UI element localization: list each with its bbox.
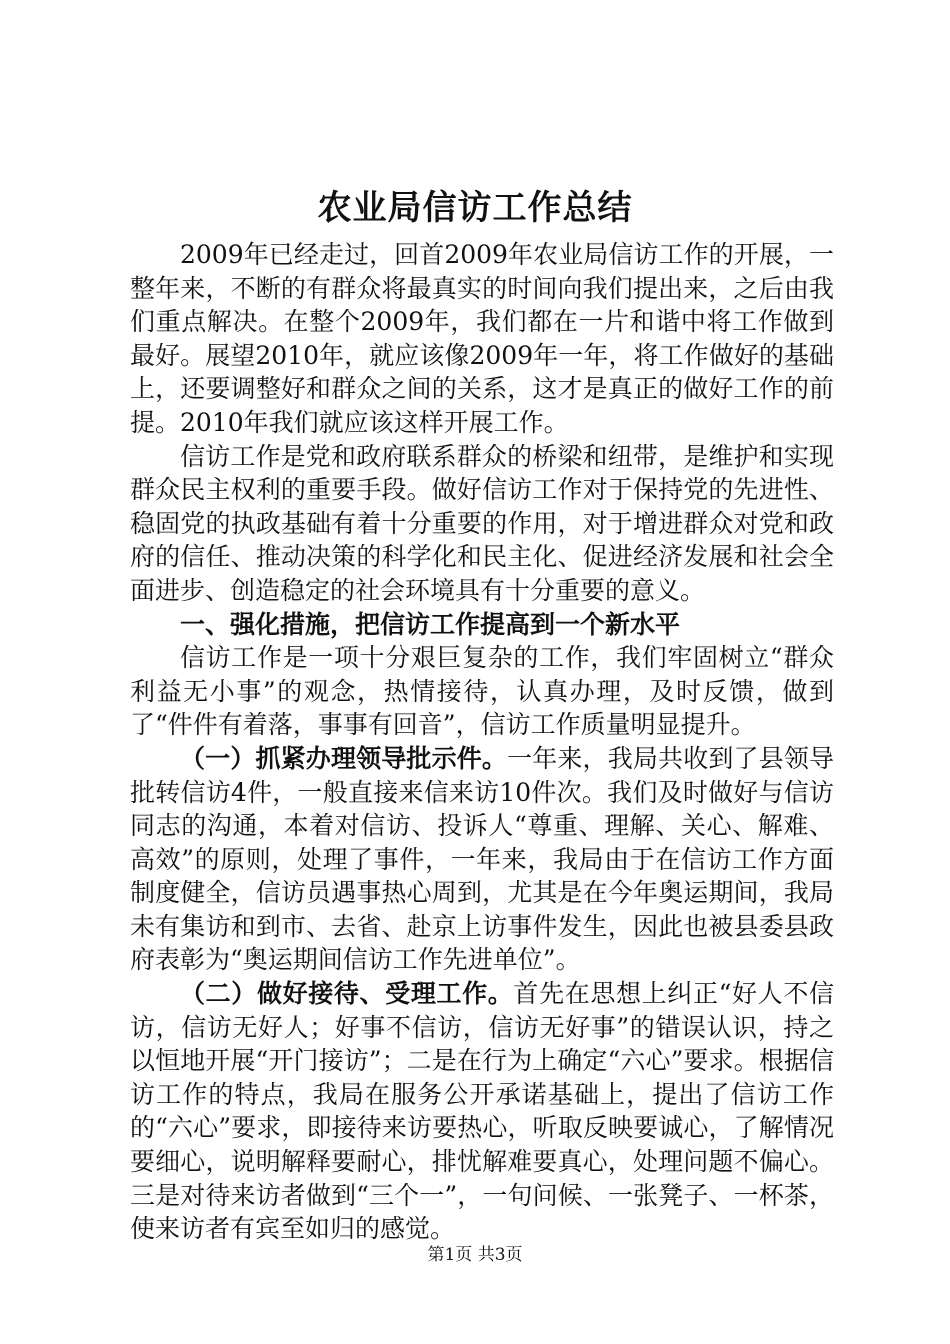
document-body: [130, 238, 834, 1246]
item-text-2: 首先在思想上纠正“好人不信访，信访无好人；好事不信访，信访无好事”的错误认识，持之以恒地开展“开门接访”；二是在行为上确定“六心”要求。根据信访工作的特点，我局在服务公开承诺基础上，提出了信访工作的“六心”要求，即接待来访要热心，听取反映要诚心，了解情况要细心，说明解释要耐心，排忧解难要真心，处理问题不偏心。三是对待来访者做到“三个一”，一句问候、一张凳子、一杯茶，使来访者有宾至如归的感觉。: [130, 979, 834, 1244]
document-title: 农业局信访工作总结: [317, 188, 633, 228]
intro-paragraph-1: 2009年已经走过，回首2009年农业局信访工作的开展，一整年来，不断的有群众将最真实的时间向我们提出来，之后由我们重点解决。在整个2009年，我们都在一片和谐中将工作做到最好。展望2010年，就应该像2009年一年，将工作做好的基础上，还要调整好和群众之间的关系，这才是真正的做好工作的前提。2010年我们就应该这样开展工作。: [130, 240, 834, 437]
page-number-footer: 第1页 共3页: [427, 1245, 523, 1265]
item-lead-2: （二）做好接待、受理工作。: [180, 979, 514, 1009]
section-intro-paragraph: 信访工作是一项十分艰巨复杂的工作，我们牢固树立“群众利益无小事”的观念，热情接待，认真办理，及时反馈，做到了“件件有着落，事事有回音”，信访工作质量明显提升。: [130, 643, 834, 740]
item-paragraph-1: [130, 742, 834, 977]
section-heading-1: 一、强化措施，把信访工作提高到一个新水平: [180, 609, 681, 639]
item-text-1: 一年来，我局共收到了县领导批转信访4件，一般直接来信来访10件次。我们及时做好与信访同志的沟通，本着对信访、投诉人“尊重、理解、关心、解难、高效”的原则，处理了事件，一年来，我局由于在信访工作方面制度健全，信访员遇事热心周到，尤其是在今年奥运期间，我局未有集访和到市、去省、赴京上访事件发生，因此也被县委县政府表彰为“奥运期间信访工作先进单位”。: [130, 743, 834, 975]
item-lead-1: （一）抓紧办理领导批示件。: [180, 743, 508, 773]
intro-paragraph-2: 信访工作是党和政府联系群众的桥梁和纽带，是维护和实现群众民主权利的重要手段。做好信访工作对于保持党的先进性、稳固党的执政基础有着十分重要的作用，对于增进群众对党和政府的信任、推动决策的科学化和民主化、促进经济发展和社会全面进步、创造稳定的社会环境具有十分重要的意义。: [130, 441, 834, 605]
item-paragraph-2: [130, 977, 834, 1246]
